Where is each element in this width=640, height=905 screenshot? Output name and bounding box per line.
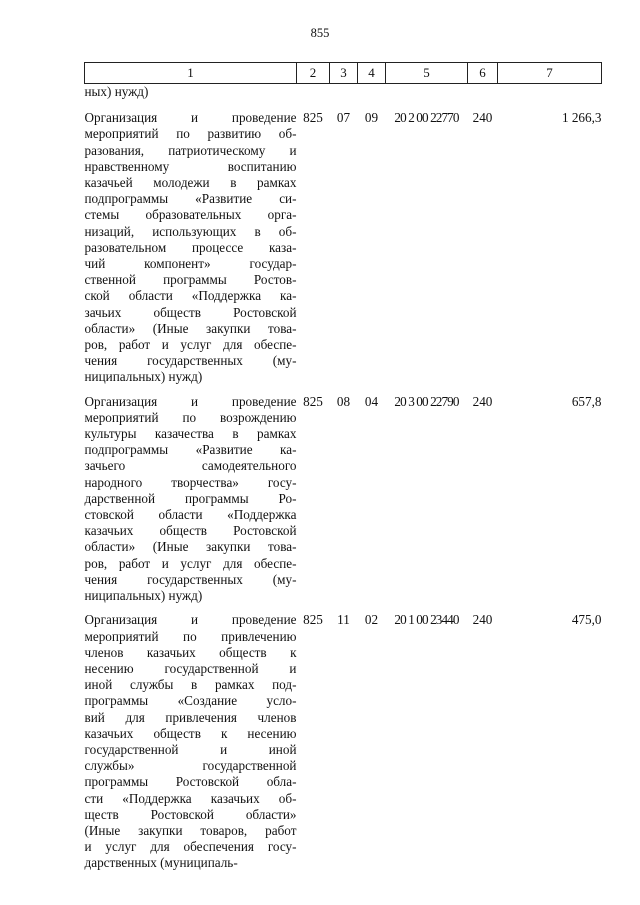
table-row <box>85 394 602 613</box>
description-line: подпрограммы «Развитие ка- <box>84 442 297 458</box>
description-line: ниципальных) нужд) <box>84 369 203 385</box>
section-code: 07 <box>336 110 351 126</box>
description-line: казачьих обществ Ростовской <box>84 523 297 539</box>
description-line: и услуг для обеспечения госу- <box>84 839 297 855</box>
amount-value: 475,0 <box>571 612 602 628</box>
description-line: зачьего самодеятельного <box>84 458 297 474</box>
description-line: несению государственной и <box>84 660 297 676</box>
description-line: ниципальных) нужд) <box>84 588 203 604</box>
description-line: разования, патриотическому и <box>84 142 297 158</box>
description-line: разовательном процессе каза- <box>84 239 297 255</box>
continuation-row <box>85 84 602 111</box>
amount-value: 657,8 <box>571 393 602 409</box>
description-line: программы Ростовской обла- <box>84 774 297 790</box>
description-line: стовской области «Поддержка <box>84 507 297 523</box>
row-description <box>85 110 297 393</box>
column-header: 6 <box>468 63 498 84</box>
ministry-code: 825 <box>303 110 323 126</box>
column-header: 5 <box>386 63 468 84</box>
amount-value: 1 266,3 <box>561 110 602 126</box>
description-line: дарственной программы Ро- <box>84 490 297 506</box>
description-line: народного творчества» госу- <box>84 474 297 490</box>
section-code: 08 <box>336 393 351 409</box>
description-line: ров, работ и услуг для обеспе- <box>84 555 297 571</box>
header-row <box>85 63 602 84</box>
page-number: 855 <box>310 26 330 40</box>
description-line: чения государственных (му- <box>84 353 297 369</box>
description-line: культуры казачества в рамках <box>84 426 297 442</box>
column-header: 2 <box>297 63 330 84</box>
description-line: Организация и проведение <box>84 110 297 126</box>
table-row <box>85 110 602 393</box>
description-line: нравственному воспитанию <box>84 158 297 174</box>
description-line: службы» государственной <box>84 758 297 774</box>
description-line: ственной программы Ростов- <box>84 272 297 288</box>
expense-type-code: 240 <box>472 612 493 628</box>
target-article-code: 20 2 00 22770 <box>394 110 459 126</box>
description-line: мероприятий по привлечению <box>84 628 297 644</box>
description-line: низаций, использующих в об- <box>84 223 297 239</box>
description-line: Организация и проведение <box>84 612 297 628</box>
subsection-code: 04 <box>364 393 379 409</box>
description-line: мероприятий по возрождению <box>84 409 297 425</box>
description-line: членов казачьих обществ к <box>84 644 297 660</box>
description-line: программы «Создание усло- <box>84 693 297 709</box>
column-header: 7 <box>498 63 602 84</box>
table-row <box>85 612 602 879</box>
description-line: области» (Иные закупки това- <box>84 539 297 555</box>
description-line: сти «Поддержка казачьих об- <box>84 790 297 806</box>
description-line: Организация и проведение <box>84 393 297 409</box>
description-line: казачьих обществ к несению <box>84 725 297 741</box>
expense-type-code: 240 <box>472 110 493 126</box>
column-header: 4 <box>358 63 386 84</box>
description-line: мероприятий по развитию об- <box>84 126 297 142</box>
description-line: области» (Иные закупки това- <box>84 320 297 336</box>
description-line: чения государственных (му- <box>84 571 297 587</box>
description-line: ров, работ и услуг для обеспе- <box>84 337 297 353</box>
section-code: 11 <box>337 612 350 628</box>
description-line: чий компонент» государ- <box>84 256 297 272</box>
target-article-code: 20 1 00 23440 <box>394 612 459 628</box>
ministry-code: 825 <box>303 393 323 409</box>
description-line: зачьих обществ Ростовской <box>84 304 297 320</box>
column-header: 3 <box>330 63 358 84</box>
column-header: 1 <box>85 63 297 84</box>
budget-table <box>84 62 602 880</box>
continuation-text: ных) нужд) <box>84 84 149 99</box>
description-line: подпрограммы «Развитие си- <box>84 191 297 207</box>
subsection-code: 02 <box>364 612 379 628</box>
description-line: ской области «Поддержка ка- <box>84 288 297 304</box>
description-line: государственной и иной <box>84 741 297 757</box>
description-line: иной службы в рамках под- <box>84 677 297 693</box>
description-line: (Иные закупки товаров, работ <box>84 822 297 838</box>
target-article-code: 20 3 00 22790 <box>394 393 459 409</box>
expense-type-code: 240 <box>472 393 493 409</box>
description-line: казачьей молодежи в рамках <box>84 175 297 191</box>
row-description <box>85 612 297 879</box>
row-description <box>85 394 297 613</box>
description-line: ществ Ростовской области» <box>84 806 297 822</box>
description-line: дарственных (муниципаль- <box>84 855 238 871</box>
subsection-code: 09 <box>364 110 379 126</box>
description-line: вий для привлечения членов <box>84 709 297 725</box>
ministry-code: 825 <box>303 612 323 628</box>
description-line: стемы образовательных орга- <box>84 207 297 223</box>
